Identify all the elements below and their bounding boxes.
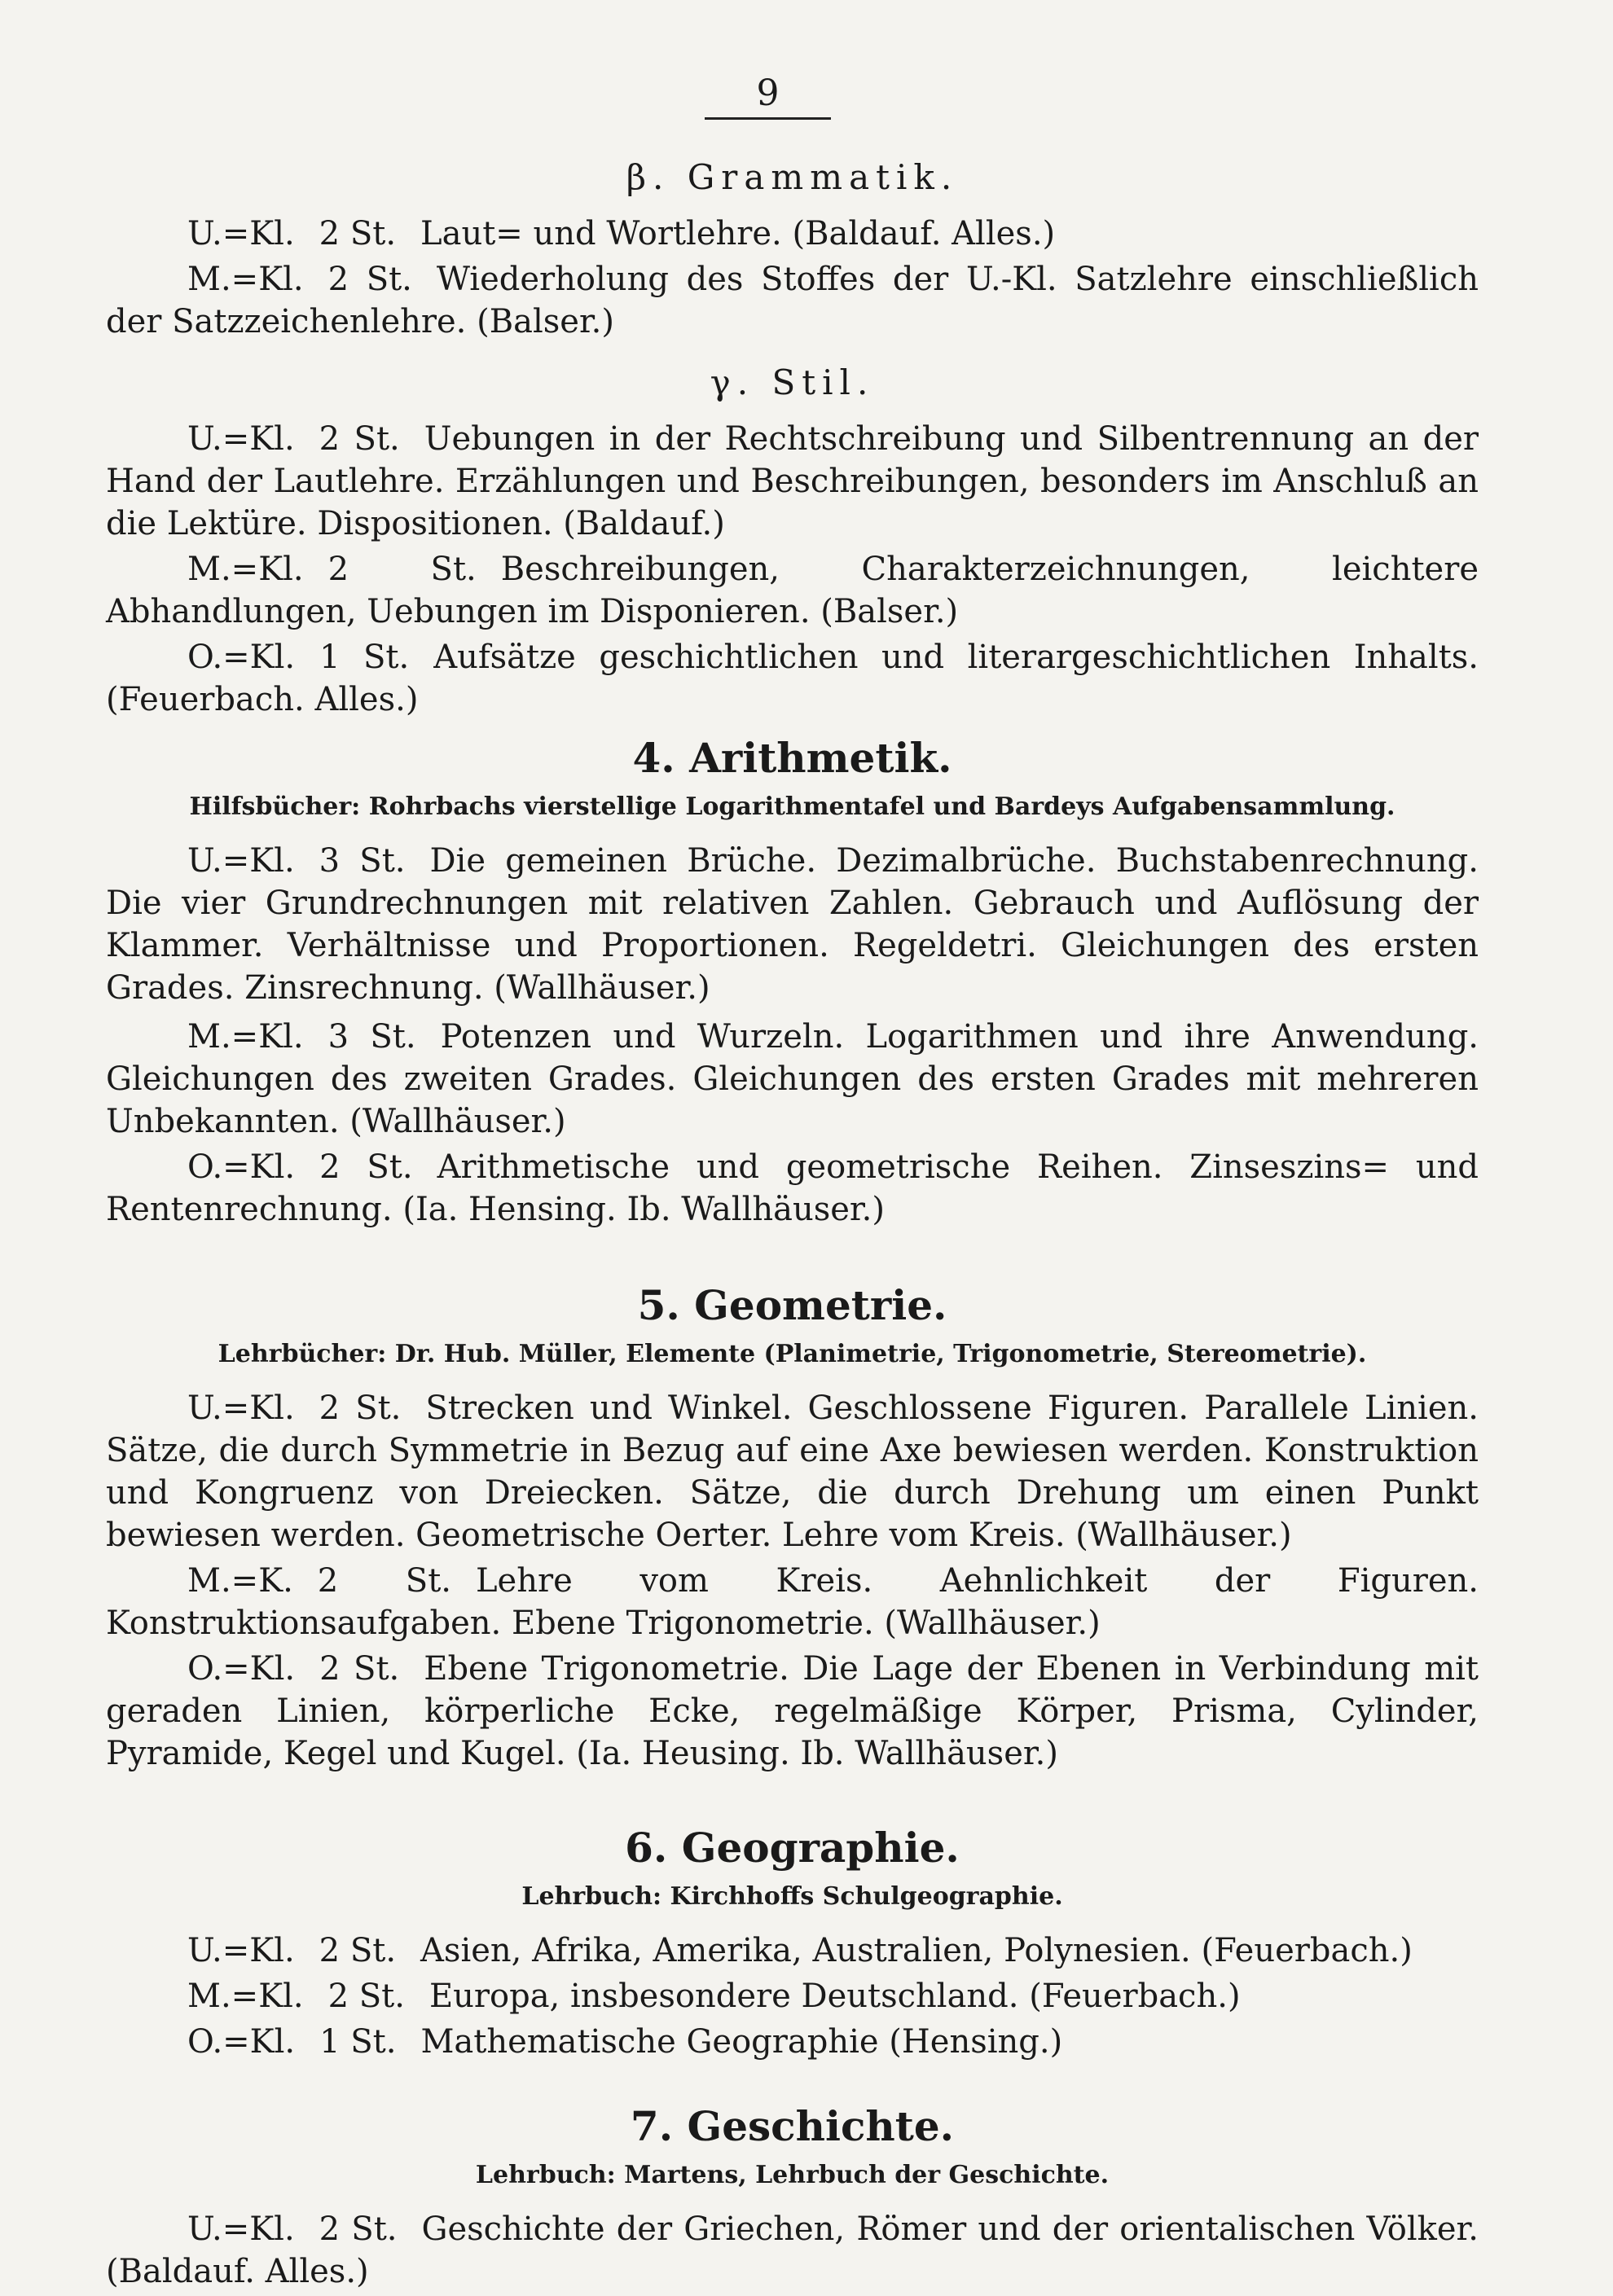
geographie-entry — [106, 2021, 1479, 2063]
entry-text: Potenzen und Wurzeln. Logarithmen und ihre Anwendung. Gleichungen des zweiten Grades. Gleichungen des ersten Grades mit mehreren Unbekannten. (Wallhäuser.) — [106, 1018, 1479, 1140]
class-label: M.=Kl. — [187, 1978, 304, 2015]
geometrie-entry — [106, 1387, 1479, 1556]
arithmetik-textbooks: Hilfsbücher: Rohrbachs vierstellige Logarithmentafel und Bardeys Aufgabensammlung. — [189, 792, 1395, 821]
geschichte-textbook: Lehrbuch: Martens, Lehrbuch der Geschichte. — [475, 2161, 1110, 2189]
arithmetik-heading: 4. Arithmetik. — [632, 734, 952, 782]
class-label: M.=Kl. — [187, 551, 304, 588]
hours-label: 2 St. — [319, 215, 397, 252]
class-label: M.=K. — [187, 1562, 293, 1600]
entry-text: Europa, insbesondere Deutschland. (Feuerbach.) — [429, 1978, 1241, 2015]
class-label: U.=Kl. — [187, 1932, 295, 1969]
class-label: O.=Kl. — [187, 1650, 296, 1688]
geographie-entry — [106, 1929, 1479, 1972]
entry-text: Ebene Trigonometrie. Die Lage der Ebenen in Verbindung mit geraden Linien, körperliche Ecke, regelmäßige Körper, Prisma, Cylinder, Pyramide, Kegel und Kugel. (Ia. Heusing. Ib. Wallhäuser.) — [106, 1650, 1479, 1772]
stil-entry — [106, 636, 1479, 721]
entry-text: Beschreibungen, Charakterzeichnungen, leichtere Abhandlungen, Uebungen im Disponieren. (Balser.) — [106, 551, 1479, 630]
hours-label: 2 St. — [327, 1978, 405, 2015]
class-label: U.=Kl. — [187, 215, 295, 252]
entry-text: Strecken und Winkel. Geschlossene Figuren. Parallele Linien. Sätze, die durch Symmetrie in Bezug auf eine Axe bewiesen werden. Konstruktion und Kongruenz von Dreiecken. Sätze, die durch Drehung um einen Punkt bewiesen werden. Geometrische Oerter. Lehre vom Kreis. (Wallhäuser.) — [106, 1389, 1479, 1554]
hours-label: 1 St. — [319, 2023, 397, 2061]
geographie-entry — [106, 1975, 1479, 2017]
geometrie-textbooks: Lehrbücher: Dr. Hub. Müller, Elemente (Planimetrie, Trigonometrie, Stereometrie). — [218, 1340, 1367, 1368]
geographie-heading: 6. Geographie. — [625, 1824, 960, 1872]
geschichte-entry — [106, 2208, 1479, 2293]
class-label: U.=Kl. — [187, 420, 295, 458]
geographie-textbook: Lehrbuch: Kirchhoffs Schulgeographie. — [521, 1882, 1063, 1911]
geometrie-heading: 5. Geometrie. — [637, 1281, 947, 1329]
grammatik-entry — [106, 258, 1479, 343]
stil-entry — [106, 548, 1479, 633]
class-label: U.=Kl. — [187, 842, 295, 880]
hours-label: 3 St. — [319, 842, 406, 880]
hours-label: 2 St. — [327, 261, 412, 298]
entry-text: Lehre vom Kreis. Aehnlichkeit der Figuren. Konstruktionsaufgaben. Ebene Trigonometrie. (Wallhäuser.) — [106, 1562, 1479, 1642]
class-label: M.=Kl. — [187, 1018, 304, 1056]
entry-text: Uebungen in der Rechtschreibung und Silbentrennung an der Hand der Lautlehre. Erzählungen und Beschreibungen, besonders im Anschluß an die Lektüre. Dispositionen. (Baldauf.) — [106, 420, 1479, 542]
grammatik-entry — [106, 213, 1479, 255]
grammatik-heading: β. Grammatik. — [626, 157, 959, 197]
entry-text: Die gemeinen Brüche. Dezimalbrüche. Buchstabenrechnung. Die vier Grundrechnungen mit relativen Zahlen. Gebrauch und Auflösung der Klammer. Verhältnisse und Proportionen. Regeldetri. Gleichungen des ersten Grades. Zinsrechnung. (Wallhäuser.) — [106, 842, 1479, 1007]
entry-text: Aufsätze geschichtlichen und literargeschichtlichen Inhalts. (Feuerbach. Alles.) — [106, 639, 1479, 718]
hours-label: 2 St. — [319, 1650, 400, 1688]
arithmetik-entry — [106, 840, 1479, 1009]
arithmetik-entry — [106, 1016, 1479, 1143]
class-label: U.=Kl. — [187, 1389, 295, 1427]
entry-text: Mathematische Geographie (Hensing.) — [420, 2023, 1063, 2061]
geschichte-heading: 7. Geschichte. — [630, 2102, 955, 2150]
hours-label: 3 St. — [327, 1018, 416, 1056]
class-label: O.=Kl. — [187, 639, 296, 676]
entry-text: Arithmetische und geometrische Reihen. Zinseszins= und Rentenrechnung. (Ia. Hensing. Ib. Wallhäuser.) — [106, 1148, 1479, 1228]
geometrie-entry — [106, 1560, 1479, 1644]
class-label: O.=Kl. — [187, 1148, 296, 1186]
arithmetik-entry — [106, 1146, 1479, 1231]
hours-label: 2 St. — [319, 1932, 397, 1969]
entry-text: Asien, Afrika, Amerika, Australien, Polynesien. (Feuerbach.) — [420, 1932, 1413, 1969]
geometrie-entry — [106, 1648, 1479, 1775]
hours-label: 2 St. — [317, 1562, 451, 1600]
page-number: 9 — [756, 72, 780, 114]
class-label: M.=Kl. — [187, 261, 304, 298]
entry-text: Geschichte der Griechen, Römer und der orientalischen Völker. (Baldauf. Alles.) — [106, 2210, 1479, 2290]
hours-label: 1 St. — [319, 639, 410, 676]
document-page — [106, 73, 1479, 2296]
stil-entry — [106, 418, 1479, 545]
page-number-rule — [705, 117, 831, 120]
hours-label: 2 St. — [319, 2210, 398, 2248]
hours-label: 2 St. — [319, 1389, 402, 1427]
hours-label: 2 St. — [319, 420, 400, 458]
entry-text: Wiederholung des Stoffes der U.-Kl. Satzlehre einschließlich der Satzzeichenlehre. (Balser.) — [106, 261, 1479, 340]
hours-label: 2 St. — [327, 551, 477, 588]
entry-text: Laut= und Wortlehre. (Baldauf. Alles.) — [420, 215, 1056, 252]
class-label: U.=Kl. — [187, 2210, 295, 2248]
class-label: O.=Kl. — [187, 2023, 296, 2061]
stil-heading: γ. Stil. — [710, 362, 875, 402]
hours-label: 2 St. — [319, 1148, 413, 1186]
